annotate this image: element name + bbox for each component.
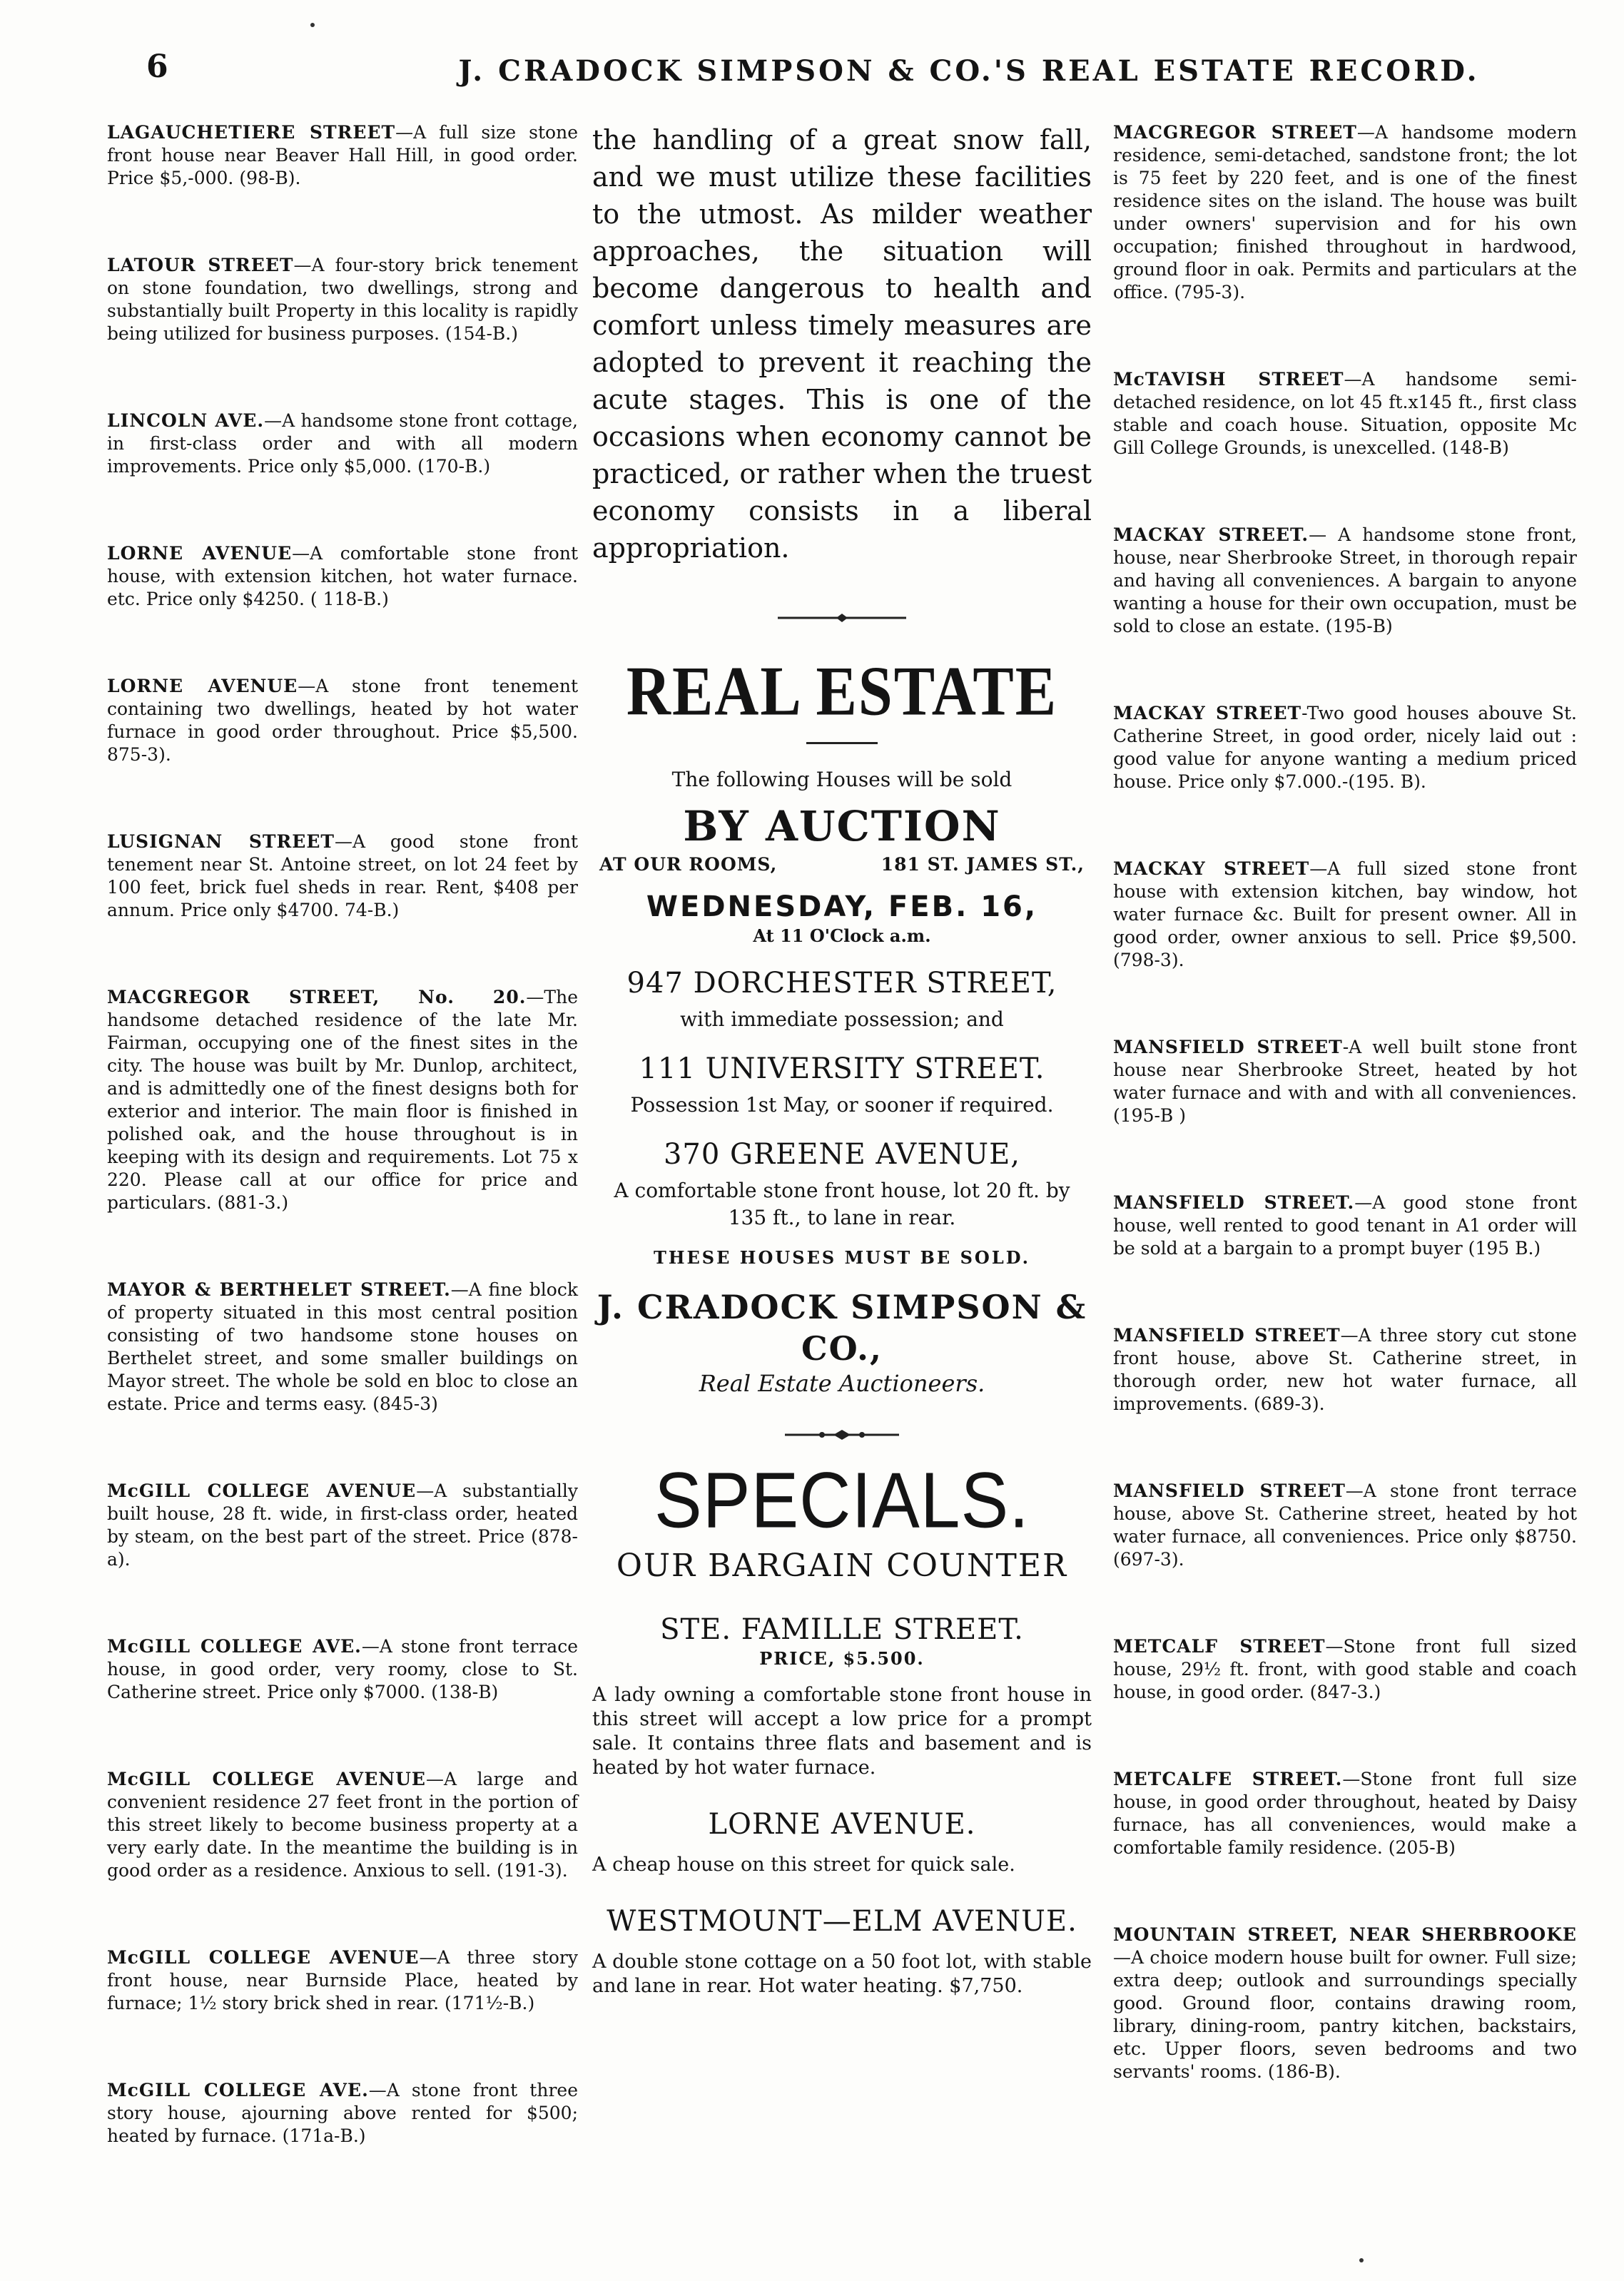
listing-street: LAGAUCHETIERE STREET [107,122,396,143]
special-price-1: PRICE, $5.500. [759,1648,925,1669]
listing-description: —A four-story brick tenement on stone foundation, two dwellings, strong and substantially built Property in this locality is rapidly being utilized for business purposes. (154-B.) [107,255,579,344]
listing-description: —A fine block of property situated in this most central position consisting of two handsome stone houses on Berthelet street, and some smaller buildings on Mayor street. The whole be sold en bloc to close an estate. Price and terms easy. (845-3) [107,1279,578,1414]
listing-description: —A stone front terrace house, above St. Catherine street, heated by hot water furnace, all conveniences. Price only $8750. (697-3). [1113,1480,1577,1570]
rooms-label: AT OUR ROOMS, [599,854,778,875]
listing-entry [107,1279,578,1416]
listing-street: MOUNTAIN STREET, NEAR SHERBROOKE [1113,1924,1577,1945]
listing-description: —A three story cut stone front house, above St. Catherine street, in thorough order, new hot water furnace, all improvements. (689-3). [1113,1325,1577,1414]
specials-heading: SPECIALS. [654,1456,1030,1545]
listing-description: —A three story front house, near Burnside Place, heated by furnace; 1½ story brick shed in rear. (171½-B.) [107,1947,578,2013]
listing-street: MAYOR & BERTHELET STREET. [107,1279,451,1300]
ornamental-rule [778,609,906,626]
property-address-1: 947 DORCHESTER STREET, [626,967,1057,1000]
listing-entry [1113,121,1577,304]
listing-entry [107,986,578,1214]
special-title-3: WESTMOUNT—ELM AVENUE. [607,1905,1077,1938]
listing-entry [1113,1635,1577,1704]
property-note-2: Possession 1st May, or sooner if required. [630,1093,1054,1117]
firm-name: J. CRADOCK SIMPSON & CO., [597,1288,1087,1368]
listing-entry [1113,368,1577,459]
listing-description: — A handsome stone front, house, near Sherbrooke Street, in thorough repair and having all conveniences. A bargain to anyone wanting a house for their own occupation, must be sold to close an estate. (195-B) [1113,524,1577,636]
listing-entry [107,1480,578,1571]
property-address-2: 111 UNIVERSITY STREET. [639,1052,1045,1085]
listing-street: McGILL COLLEGE AVENUE [107,1769,426,1789]
listing-entry [1113,1324,1577,1416]
listing-street: MACGREGOR STREET, No. 20. [107,987,527,1007]
listing-street: MACKAY STREET [1113,703,1302,723]
listing-street: LORNE AVENUE [107,676,298,696]
special-text-2: A cheap house on this street for quick sale. [592,1854,1015,1876]
firm-tagline: Real Estate Auctioneers. [699,1370,985,1397]
property-address-3: 370 GREENE AVENUE, [663,1138,1021,1171]
listing-street: LUSIGNAN STREET [107,831,335,852]
short-divider [806,742,878,744]
listing-description: —A full size stone front house near Beaver Hall Hill, in good order. Price $5,-000. (98-B). [107,122,578,188]
auction-time: At 11 O'Clock a.m. [753,925,931,946]
listing-street: METCALF STREET [1113,1636,1326,1657]
right-listings-column [1113,121,1577,2105]
listing-entry [107,675,578,766]
listing-entry [107,1946,578,2015]
listing-street: LATOUR STREET [107,255,294,275]
by-auction-heading: BY AUCTION [683,802,1001,850]
listing-entry [1113,702,1577,793]
listing-street: McGILL COLLEGE AVENUE [107,1480,417,1501]
page-header [0,41,1624,106]
running-title: J. CRADOCK SIMPSON & CO.'S REAL ESTATE RECORD. [458,54,1480,88]
listing-description: —A good stone front tenement near St. Antoine street, on lot 24 feet by 100 feet, brick fuel sheds in rear. Rent, $408 per annum. Price only $4700. 74-B.) [107,831,578,920]
page-number: 6 [146,49,168,85]
listing-street: McGILL COLLEGE AVE. [107,2080,369,2100]
listing-street: McTAVISH STREET [1113,369,1344,390]
listing-street: MACKAY STREET. [1113,524,1309,545]
listing-entry [107,2079,578,2148]
listing-entry [107,1768,578,1882]
listing-description: —Stone front full sized house, 29½ ft. front, with good stable and coach house, in good order. (847-3.) [1113,1636,1577,1702]
property-note-1: with immediate possession; and [680,1007,1004,1031]
special-text-1: A lady owning a comfortable stone front house in this street will accept a low price for a prompt sale. It contains three flats and basement and is heated by hot water furnace. [592,1684,1092,1779]
listing-description: —A stone front tenement containing two dwellings, heated by hot water furnace in good order throughout. Price $5,500. 875-3). [107,676,578,765]
listing-description: -A well built stone front house near Sherbrooke Street, heated by hot water furnace and with and with all conveniences. (195-B ) [1113,1037,1577,1126]
rooms-address: 181 ST. JAMES ST., [880,854,1085,875]
listing-entry [107,410,578,478]
print-speck [1359,2258,1364,2262]
listing-entry [107,121,578,190]
listing-description: —A substantially built house, 28 ft. wide, in first-class order, heated by steam, on the best part of the street. Price (878-a). [107,1480,578,1570]
listing-description: —A full sized stone front house with extension kitchen, bay window, hot water furnace &c. Built for present owner. All in good order, owner anxious to sell. Price $9,500. (798-3). [1113,858,1577,970]
listing-entry [1113,1768,1577,1859]
listing-entry [107,830,578,922]
ornamental-rule [778,1426,906,1443]
listing-street: MANSFIELD STREET. [1113,1192,1355,1213]
listing-description: —A handsome modern residence, semi-detached, sandstone front; the lot is 75 feet by 220 feet, and is one of the finest residence sites on the island. The house was built under owners' supervision and for his own occupation; finished throughout in hardwood, ground floor in oak. Permits and particulars at the office. (795-3). [1113,122,1577,303]
real-estate-heading: REAL ESTATE [626,651,1058,731]
bargain-counter-heading: OUR BARGAIN COUNTER [616,1548,1068,1584]
listing-street: McGILL COLLEGE AVE. [107,1636,362,1657]
special-title-1: STE. FAMILLE STREET. [660,1613,1024,1646]
listing-street: MANSFIELD STREET [1113,1325,1341,1346]
listing-description: —Stone front full size house, in good order throughout, heated by Daisy furnace, has all conveniences, would make a comfortable family residence. (205-B) [1113,1769,1578,1858]
must-be-sold-notice: THESE HOUSES MUST BE SOLD. [653,1247,1031,1268]
listing-description: —A large and convenient residence 27 feet front in the portion of this street likely to become business property at a very early date. In the meantime the building is in good order as a residence. Anxious to sell. (191-3). [107,1769,578,1881]
middle-column [592,121,1092,1998]
listing-description: —A handsome semi-detached residence, on lot 45 ft.x145 ft., first class stable and coach house. Situation, opposite Mc Gill College Grounds, is unexcelled. (148-B) [1113,369,1577,458]
listing-entry [1113,1192,1577,1260]
listing-description: —A handsome stone front cottage, in first-class order and with all modern improvements. Price only $5,000. (170-B.) [107,410,578,477]
auction-location [592,854,1092,875]
listing-description: -Two good houses abouve St. Catherine Street, in good order, nicely laid out : good value for anyone wanting a medium priced house. Price only $7.000.-(195. B). [1113,703,1577,792]
auction-date: WEDNESDAY, FEB. 16, [646,890,1038,923]
listing-description: —A stone front three story house, ajourning above rented for $500; heated by furnace. (171a-B.) [107,2080,578,2146]
listing-description: —A good stone front house, well rented to good tenant in A1 order will be sold at a bargain to a prompt buyer (195 B.) [1113,1192,1577,1259]
property-note-3: A comfortable stone front house, lot 20 ft. by 135 ft., to lane in rear. [614,1179,1070,1229]
listing-street: McGILL COLLEGE AVENUE [107,1947,420,1968]
listing-street: LORNE AVENUE [107,543,293,564]
editorial-paragraph: the handling of a great snow fall, and we must utilize these facilities to the utmost. As milder weather approaches, the situation will become dangerous to health and comfort unless timely measures are adopted to prevent it reaching the acute stages. This is one of the occasions when economy cannot be practiced, or rather when the truest economy consists in a liberal appropriation. [592,124,1092,564]
listing-description: —A comfortable stone front house, with extension kitchen, hot water furnace. etc. Price only $4250. ( 118-B.) [107,543,578,609]
listing-entry [1113,1036,1577,1127]
listing-street: LINCOLN AVE. [107,410,265,431]
listing-street: MANSFIELD STREET [1113,1480,1346,1501]
listing-entry [107,542,578,611]
listing-entry [107,254,578,345]
listing-street: METCALFE STREET. [1113,1769,1343,1789]
listing-description: —The handsome detached residence of the late Mr. Fairman, occupying one of the finest sites in the city. The house was built by Mr. Dunlop, architect, and is admittedly one of the finest designs both for exterior and interior. The main floor is finished in polished oak, and the house throughout is in keeping with its design and requirements. Lot 75 x 220. Please call at our office for price and particulars. (881-3.) [107,987,578,1213]
listing-description: —A stone front terrace house, in good order, very roomy, close to St. Catherine street. Price only $7000. (138-B) [107,1636,578,1702]
listing-entry [1113,858,1577,972]
print-speck [310,23,315,27]
listing-entry [107,1635,578,1704]
listing-description: —A choice modern house built for owner. Full size; extra deep; outlook and surroundings specially good. Ground floor, contains drawing room, library, dining-room, pantry kitchen, backstairs, etc. Upper floors, seven bedrooms and two servants' rooms. (186-B). [1113,1947,1577,2082]
special-text-3: A double stone cottage on a 50 foot lot, with stable and lane in rear. Hot water heating. $7,750. [592,1951,1092,1997]
listing-entry [1113,1924,1577,2083]
listing-street: MANSFIELD STREET [1113,1037,1343,1057]
listing-street: MACKAY STREET [1113,858,1310,879]
listing-entry [1113,524,1577,638]
listing-entry [1113,1480,1577,1571]
auction-intro: The following Houses will be sold [671,768,1013,791]
left-listings-column [107,121,578,2169]
listing-street: MACGREGOR STREET [1113,122,1357,143]
special-title-2: LORNE AVENUE. [708,1808,976,1841]
